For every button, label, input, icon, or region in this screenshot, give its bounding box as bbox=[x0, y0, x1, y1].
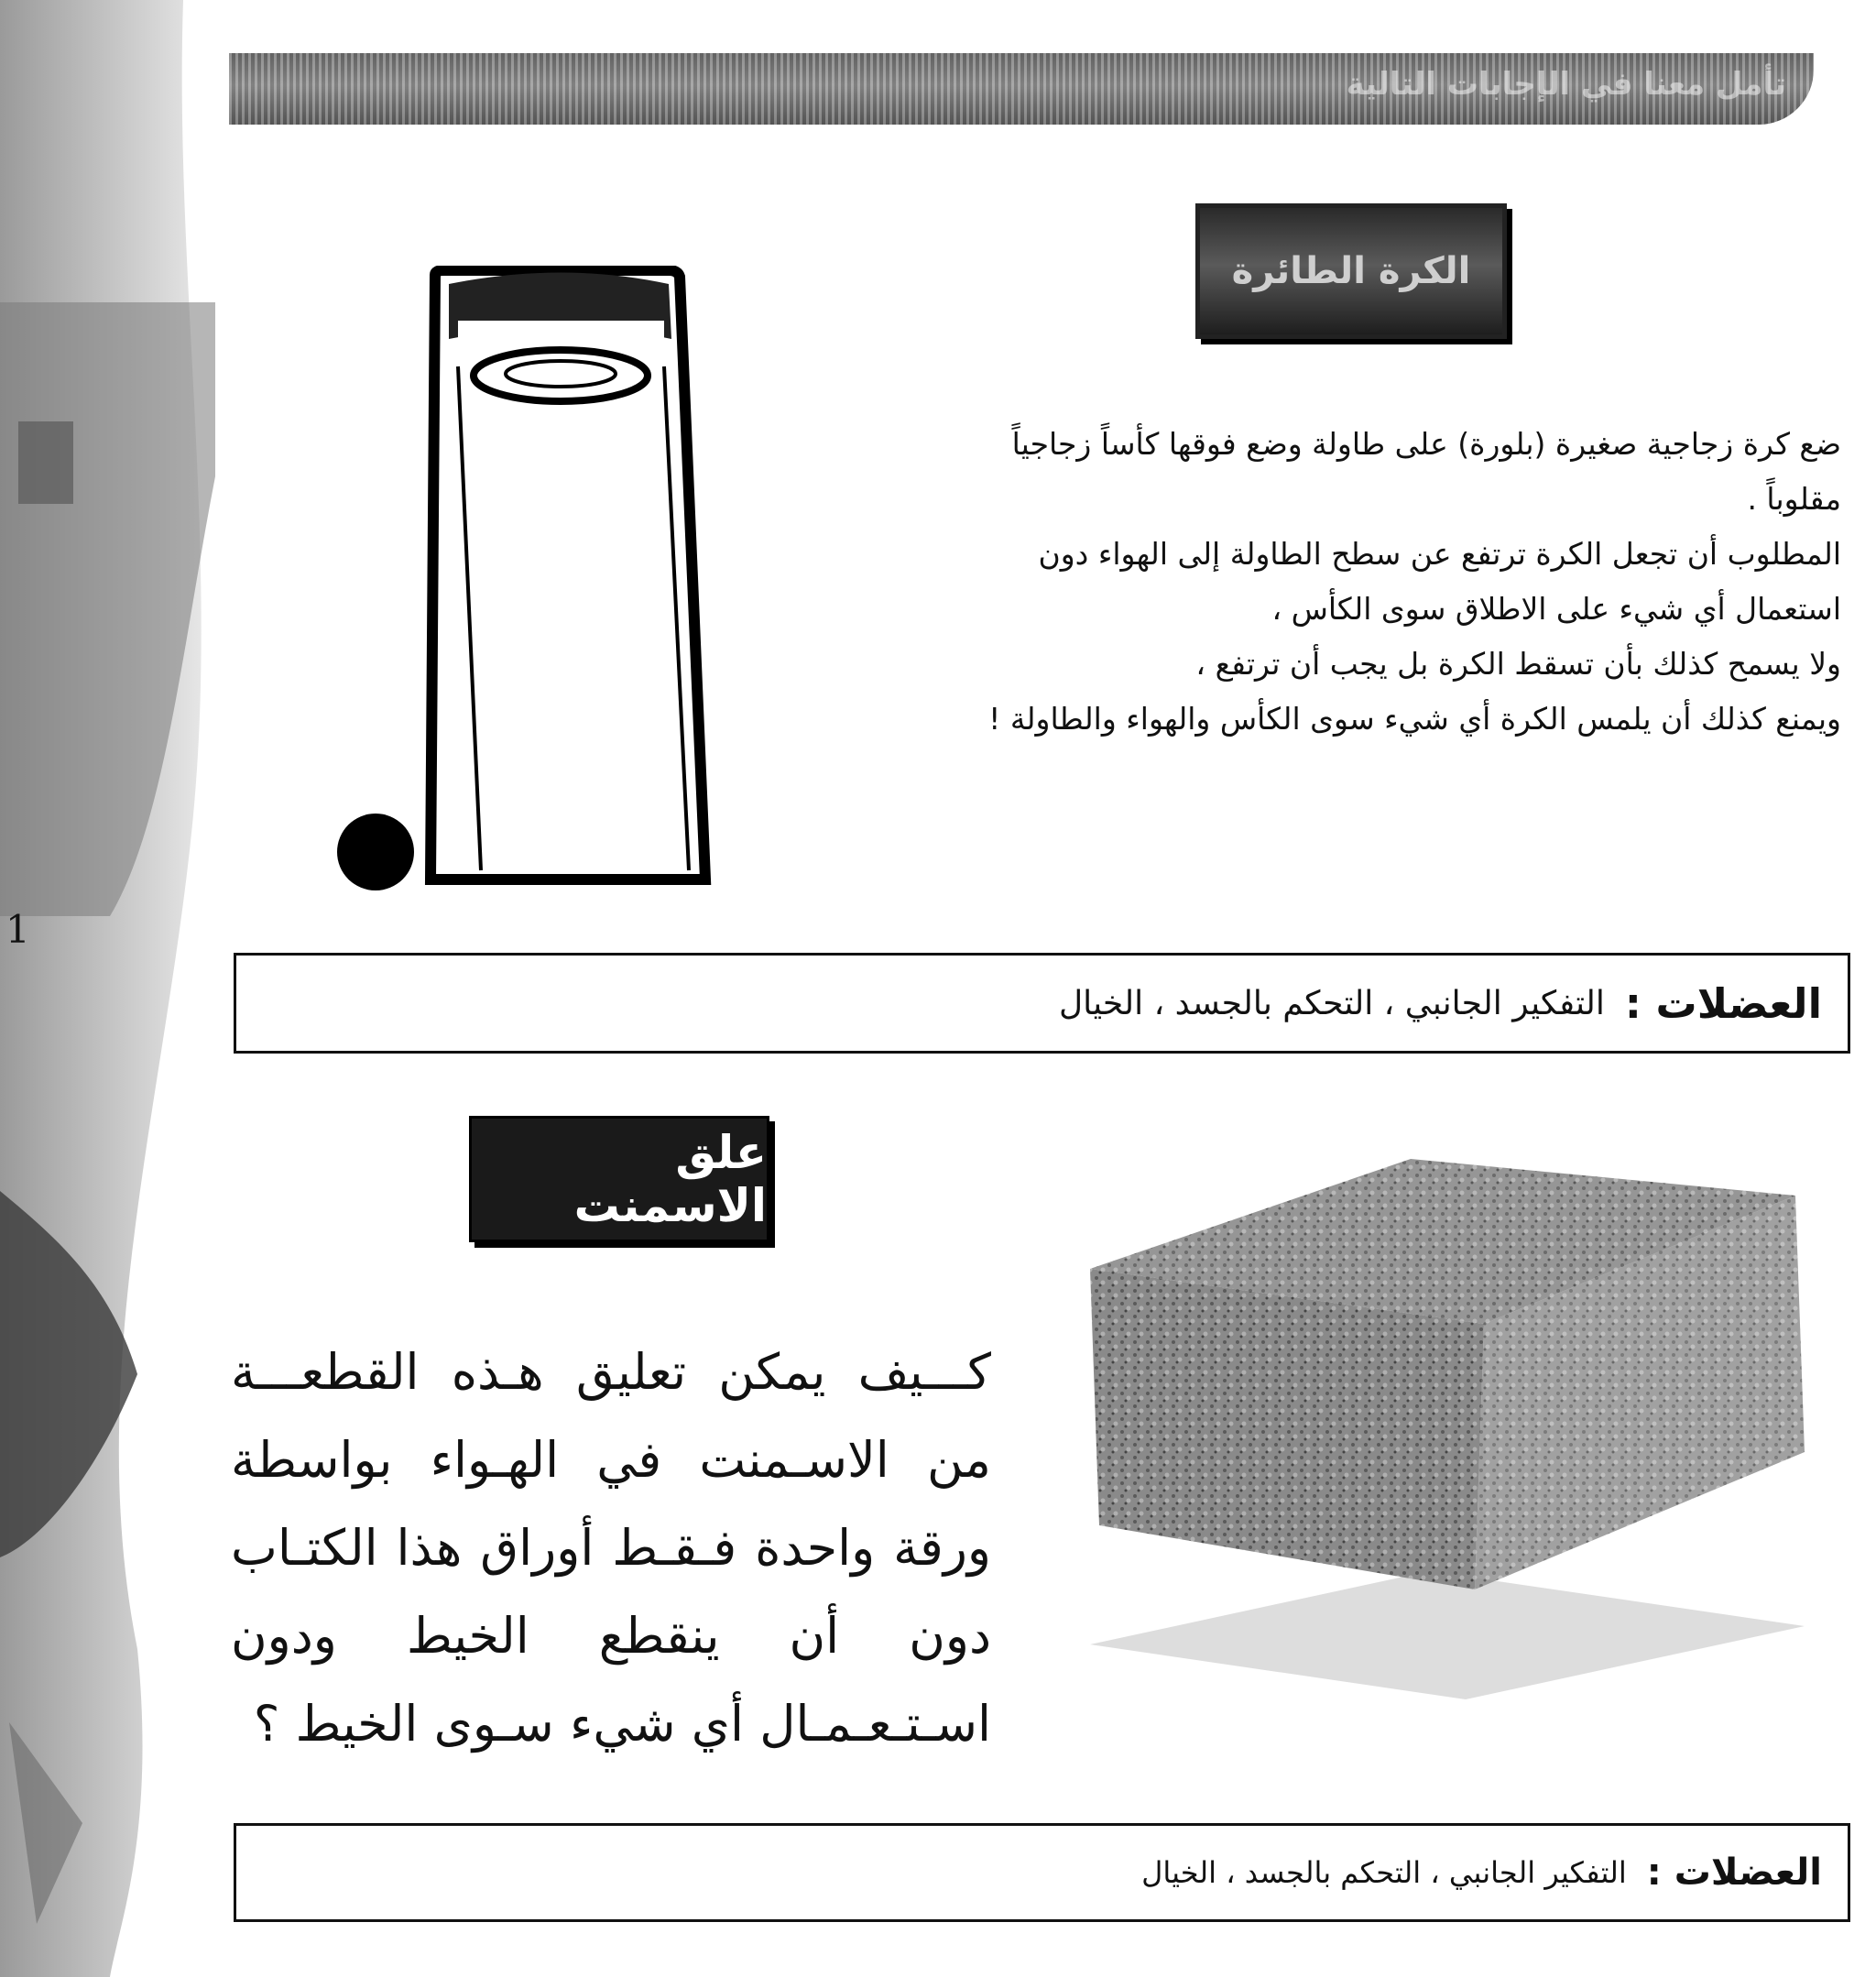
cement-block-illustration bbox=[1081, 1159, 1814, 1800]
puzzle1-line: استعمال أي شيء على الاطلاق سوى الكأس ، bbox=[1271, 591, 1841, 627]
puzzle2-skills-box bbox=[234, 1823, 1850, 1922]
light-bulb-icon bbox=[18, 421, 73, 504]
skills-value: التفكير الجانبي ، التحكم بالجسد ، الخيال bbox=[1058, 984, 1605, 1022]
banner-text: تأمل معنا في الإجابات التالية bbox=[1346, 66, 1786, 103]
inverted-glass-illustration bbox=[321, 266, 724, 907]
puzzle1-skills-box bbox=[234, 953, 1850, 1054]
skills-value: التفكير الجانبي ، التحكم بالجسد ، الخيال bbox=[1141, 1855, 1627, 1890]
skills-label: العضلات : bbox=[1646, 1851, 1822, 1894]
puzzle1-line: ضع كرة زجاجية صغيرة (بلورة) على طاولة وضع فوقها كأساً زجاجياً bbox=[1011, 426, 1841, 462]
glass-ball bbox=[337, 814, 414, 890]
puzzle1-line: ولا يسمح كذلك بأن تسقط الكرة بل يجب أن ترتفع ، bbox=[1195, 646, 1841, 682]
page-number: 1 bbox=[5, 907, 30, 952]
puzzle1-description bbox=[847, 417, 1841, 747]
skills-label: العضلات : bbox=[1624, 978, 1822, 1028]
puzzle2-title: علق الاسمنت bbox=[469, 1116, 769, 1242]
puzzle1-title: الكرة الطائرة bbox=[1195, 203, 1507, 339]
puzzle2-description: كـــيف يمكن تعليق هـذه القطعـــة من الاسـمنت في الهـواء بواسطة ورقة واحدة فـقـط أوراق هذا الكتـاب دون أن ينقطع الخيط ودون اسـتـعـمـال أي شيء سـوى الخيط ؟ bbox=[231, 1343, 991, 1753]
decorative-collage bbox=[0, 0, 238, 1977]
top-banner bbox=[229, 53, 1814, 125]
puzzle1-line: مقلوباً . bbox=[1747, 481, 1841, 517]
puzzle1-line: ويمنع كذلك أن يلمس الكرة أي شيء سوى الكأس والهواء والطاولة ! bbox=[988, 701, 1841, 737]
puzzle1-line: المطلوب أن تجعل الكرة ترتفع عن سطح الطاولة إلى الهواء دون bbox=[1038, 536, 1841, 572]
